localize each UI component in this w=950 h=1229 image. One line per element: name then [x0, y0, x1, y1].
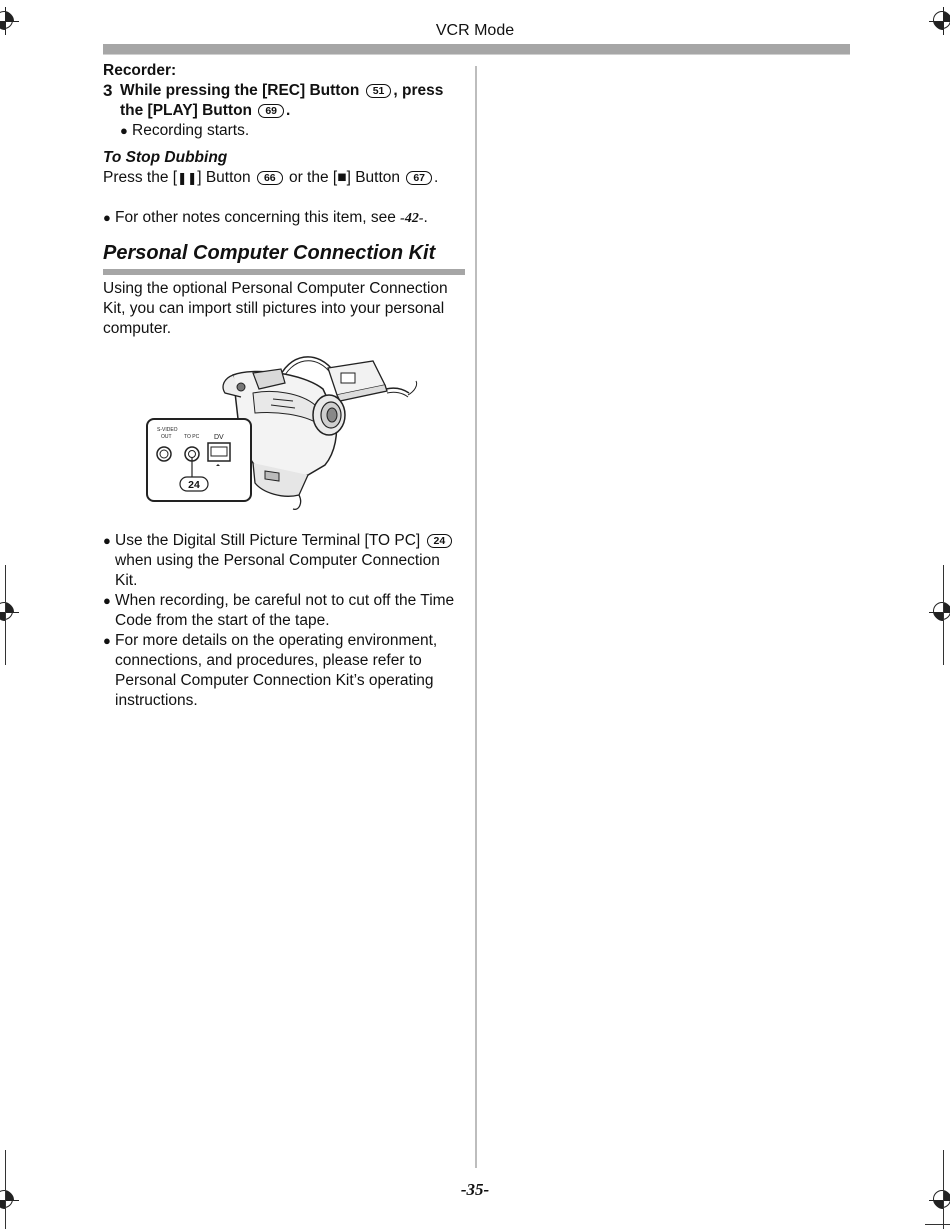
terminal-number: 24: [427, 534, 453, 548]
text: .: [434, 169, 439, 186]
step-number: 3: [103, 81, 113, 100]
text: Use the Digital Still Picture Terminal [TO PC]: [115, 532, 421, 549]
callout-number: 24: [188, 479, 200, 491]
stop-dubbing-title: To Stop Dubbing: [103, 149, 228, 166]
rec-button-number: 51: [366, 84, 392, 98]
bullet-item: [103, 631, 465, 711]
header-rule: [103, 44, 850, 54]
header-rule-shadow: [103, 54, 850, 55]
column-divider: [475, 66, 477, 1168]
text: ] Button: [346, 169, 401, 186]
stop-dubbing-text: [103, 168, 465, 188]
pause-button-number: 66: [257, 171, 283, 185]
bullet-icon: ●: [103, 533, 111, 548]
page-header-title: VCR Mode: [435, 22, 515, 39]
pc-kit-bullets: [103, 531, 465, 711]
section-rule: [103, 269, 465, 275]
step-text: While pressing the [REC] Button: [120, 82, 360, 99]
stop-icon: ■: [337, 169, 347, 186]
crop-line: [5, 565, 6, 665]
step-text: .: [286, 102, 291, 119]
bullet-item: [103, 531, 465, 591]
recording-note: [103, 121, 465, 141]
section-title: Personal Computer Connection Kit: [103, 242, 436, 264]
text: When recording, be careful not to cut off the Time Code from the start of the tape.: [115, 592, 455, 629]
crop-line: [925, 1224, 950, 1225]
intro-paragraph: Using the optional Personal Computer Connection Kit, you can import still pictures into your personal computer.: [103, 280, 448, 337]
text: For more details on the operating environment, connections, and procedures, please refer to Personal Computer Connection Kit’s operating instructions.: [115, 632, 438, 709]
bullet-icon: ●: [103, 633, 111, 648]
camcorder-illustration: [103, 353, 465, 523]
pause-icon: ❚❚: [177, 171, 198, 185]
play-button-number: 69: [258, 104, 284, 118]
bullet-item: [103, 591, 465, 631]
stop-button-number: 67: [406, 171, 432, 185]
step-3: [103, 81, 465, 121]
recorder-label: Recorder:: [103, 62, 177, 79]
note-text: Recording starts.: [132, 122, 250, 139]
text: Press the [: [103, 169, 178, 186]
text: ] Button: [197, 169, 251, 186]
left-column: [103, 61, 465, 711]
other-notes: [103, 208, 465, 229]
page-reference-link[interactable]: -42-: [400, 211, 424, 226]
bullet-icon: ●: [103, 593, 111, 608]
bullet-icon: ●: [120, 123, 128, 138]
dv-label: DV: [214, 434, 224, 441]
svideo-label: S-VIDEO: [157, 427, 178, 433]
text: when using the Personal Computer Connection Kit.: [115, 552, 440, 589]
camcorder-drawing: [103, 353, 465, 523]
svideo-out-label: OUT: [161, 434, 172, 440]
step-text: , press the [PLAY] Button: [120, 82, 444, 119]
text: For other notes concerning this item, see: [115, 209, 401, 226]
text: or the [: [284, 169, 338, 186]
bullet-icon: ●: [103, 210, 111, 225]
topc-label: TO PC: [184, 434, 200, 440]
crop-line: [943, 565, 944, 665]
page-number: -35-: [460, 1180, 490, 1199]
text: .: [423, 209, 428, 226]
